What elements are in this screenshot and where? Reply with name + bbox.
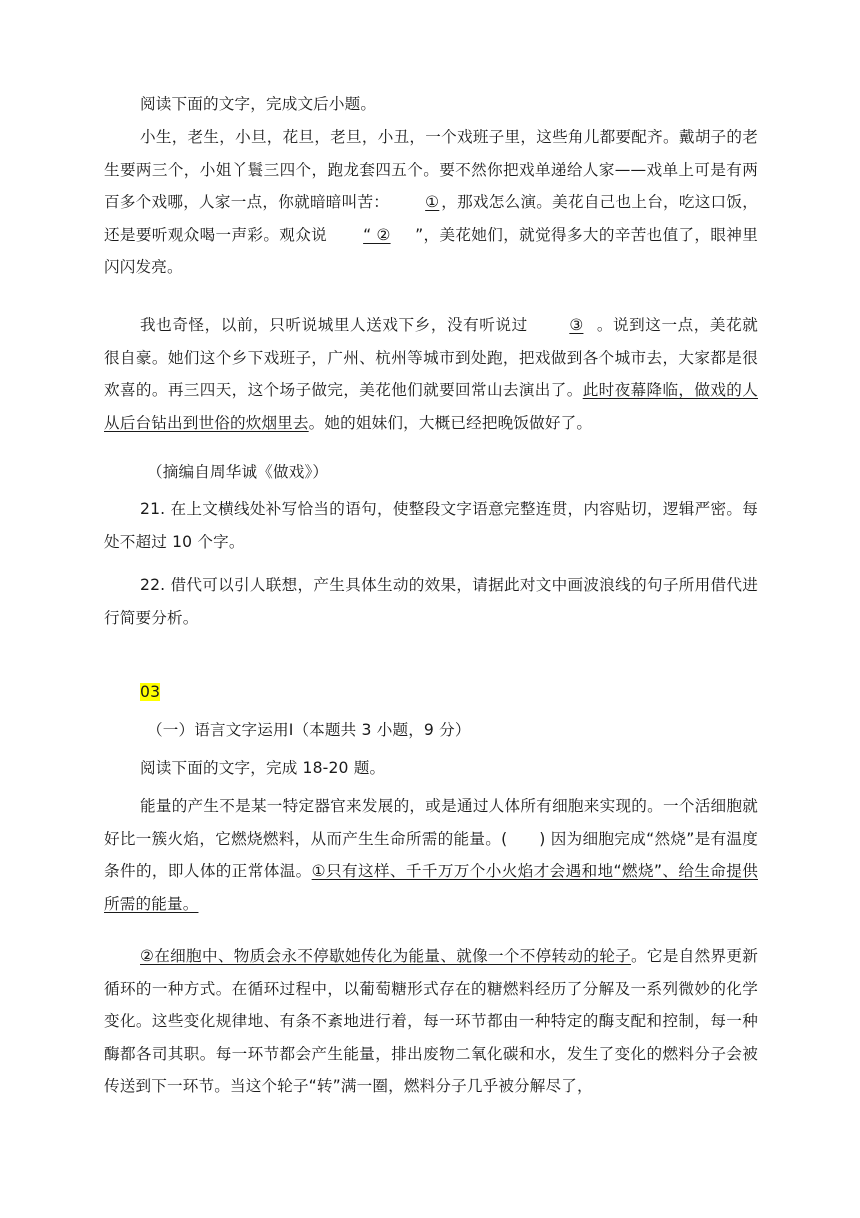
wavy-underlined-sentence: 此时夜幕降临，做戏的人从后台钻出到世俗的炊烟里去: [104, 381, 758, 432]
text-span: 我也奇怪，以前，只听说城里人送戏下乡，没有听说过: [140, 316, 534, 334]
section-number: [104, 676, 758, 709]
section-heading: （一）语言文字运用Ⅰ（本题共 3 小题，9 分）: [147, 721, 471, 739]
fill-blank-1: ①: [425, 193, 440, 212]
paragraph-energy: [104, 790, 758, 920]
text-span: 。说到这一点，美花就很自豪。她们这个乡下戏班子，广州、杭州等城市到处跑，把戏做到各个城市去，大家都是很欢喜的。再三四天，这个场子做完，美花他们就要回常山去演出了。: [104, 316, 758, 400]
text-span: 小生，老生，小旦，花旦，老旦，小丑，一个戏班子里，这些角儿都要配齐。戴胡子的老生要两三个，小姐丫鬟三四个，跑龙套四五个。要不然你把戏单递给人家——戏单上可是有两百多个戏哪，人家一点，你就暗暗叫苦：: [104, 128, 758, 212]
paragraph-opera-troupe: [104, 121, 758, 284]
fill-blank-3: ③: [569, 316, 584, 334]
reading-instruction: 阅读下面的文字，完成文后小题。: [140, 95, 377, 113]
text-span: 。它是自然界更新循环的一种方式。在循环过程中，以葡萄糖形式存在的糖燃料经历了分解及一系列微妙的化学变化。这些变化规律地、有条不紊地进行着，每一环节都由一种特定的酶支配和控制，每一种酶都各司其职。每一环节都会产生能量，排出废物二氧化碳和水，发生了变化的燃料分子会被传送到下一环节。当这个轮子“转”满一圈，燃料分子几乎被分解尽了，: [104, 947, 758, 1096]
underlined-sentence-1: ①只有这样、千千万万个小火焰才会遇和地“燃烧”、给生命提供所需的能量。: [104, 862, 758, 913]
reading-instruction-2: 阅读下面的文字，完成 18-20 题。: [140, 759, 386, 777]
paragraph-cell-cycle: [104, 940, 758, 1103]
text-span: ”，美花她们，就觉得多大的辛苦也值了，眼神里闪闪发亮。: [104, 225, 758, 277]
fill-blank-2: “ ②: [363, 225, 391, 244]
source-citation: （摘编自周华诚《做戏》）: [147, 463, 329, 481]
text-span: ，那戏怎么演。美花自己也上台，吃这口饭，还是要听观众喝一声彩。观众说: [104, 193, 758, 244]
underlined-sentence-2: ②在细胞中、物质会永不停歇她传化为能量、就像一个不停转动的轮子: [140, 947, 632, 965]
question-22: 22. 借代可以引人联想，产生具体生动的效果，请据此对文中画波浪线的句子所用借代进行简要分析。: [104, 576, 758, 627]
highlighted-number: 03: [140, 683, 161, 701]
text-span: 能量的产生不是某一特定器官来发展的，或是通过人体所有细胞来实现的。一个活细胞就好比一簇火焰，它燃烧燃料，从而产生生命所需的能量。( ) 因为细胞完成“然烧”是有温度条件的，即人体的正常体温。: [104, 797, 758, 881]
question-21: 21. 在上文横线处补写恰当的语句，使整段文字语意完整连贯，内容贴切，逻辑严密。每处不超过 10 个字。: [104, 500, 758, 551]
paragraph-meihua: [104, 309, 758, 439]
text-span: 。她的姐妹们，大概已经把晚饭做好了。: [308, 413, 593, 432]
